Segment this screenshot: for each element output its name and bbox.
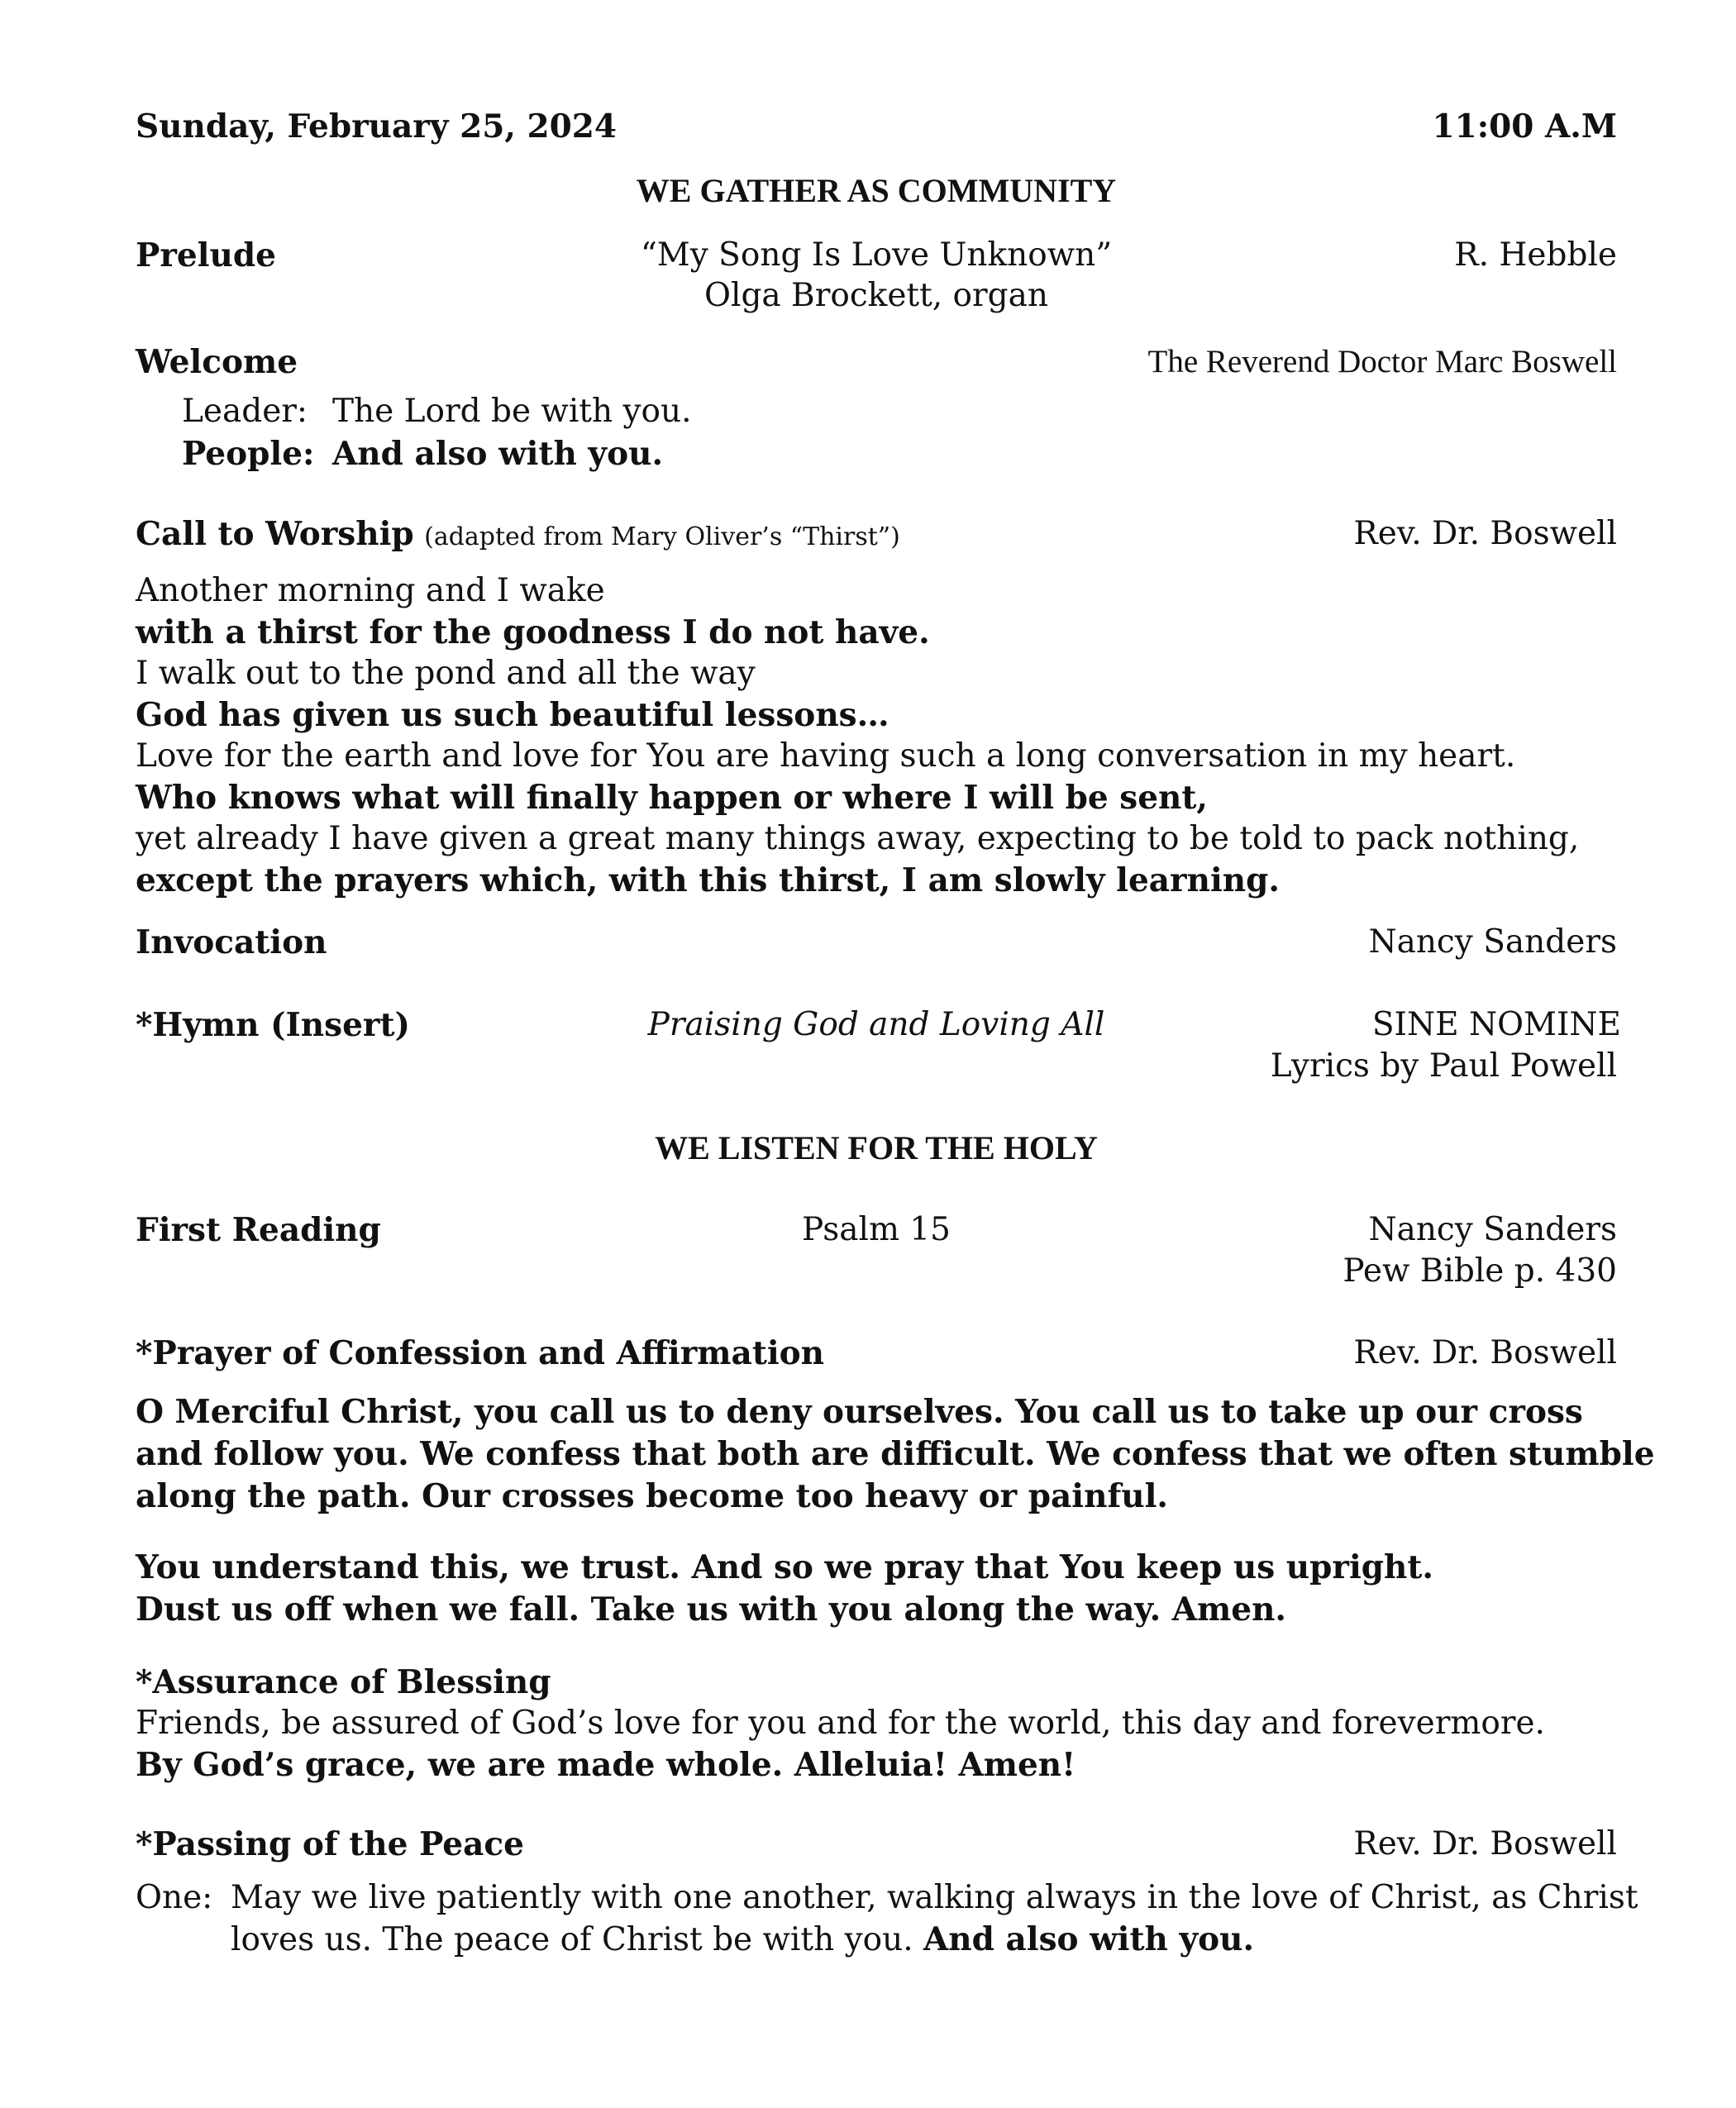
call-to-worship-row <box>136 513 1617 570</box>
first-reading-passage: Psalm 15 <box>802 1211 951 1248</box>
assurance-label: *Assurance of Blessing <box>136 1663 551 1701</box>
litany-line: Another morning and I wake <box>136 572 605 609</box>
welcome-label: Welcome <box>136 343 298 381</box>
confession-leader: Rev. Dr. Boswell <box>1353 1334 1617 1371</box>
litany-line: yet already I have given a great many things away, expecting to be told to pack nothing, <box>136 820 1580 857</box>
section-heading-listen: WE LISTEN FOR THE HOLY <box>655 1129 1098 1166</box>
peace-response: And also with you. <box>923 1920 1255 1958</box>
litany-line: with a thirst for the goodness I do not have. <box>136 613 930 651</box>
first-reading-page: Pew Bible p. 430 <box>1343 1252 1617 1290</box>
prelude-title: “My Song Is Love Unknown” <box>640 236 1113 274</box>
people-label: People: <box>182 435 315 473</box>
prelude-performer: Olga Brockett, organ <box>704 277 1048 314</box>
one-label: One: <box>136 1879 213 1916</box>
call-to-worship-note: (adapted from Mary Oliver’s “Thirst”) <box>424 522 900 551</box>
assurance-response: By God’s grace, we are made whole. Alleluia! Amen! <box>136 1746 1076 1784</box>
litany-line: God has given us such beautiful lessons… <box>136 696 889 734</box>
first-reading-reader: Nancy Sanders <box>1368 1211 1617 1248</box>
peace-leader: Rev. Dr. Boswell <box>1353 1825 1617 1862</box>
confession-line: You understand this, we trust. And so we pray that You keep us upright. <box>136 1548 1433 1586</box>
service-time: 11:00 A.M <box>1432 107 1617 145</box>
bulletin-page <box>136 106 1655 1960</box>
hymn-tune: SINE NOMINE <box>1371 1006 1621 1043</box>
confession-label: *Prayer of Confession and Affirmation <box>136 1334 825 1372</box>
assurance-line: Friends, be assured of God’s love for you and for the world, this day and forevermore. <box>136 1705 1545 1742</box>
prelude-composer: R. Hebble <box>1454 236 1617 274</box>
prelude-label: Prelude <box>136 236 276 274</box>
call-to-worship-leader: Rev. Dr. Boswell <box>1353 515 1617 552</box>
invocation-row <box>136 922 1617 1004</box>
leader-label: Leader: <box>182 393 308 430</box>
welcome-people-line <box>182 433 1617 513</box>
header-row <box>136 106 1617 169</box>
section-heading-gather: WE GATHER AS COMMUNITY <box>636 172 1117 209</box>
first-reading-page-row <box>136 1251 1617 1333</box>
litany-line: except the prayers which, with this thirst, I am slowly learning. <box>136 861 1280 899</box>
peace-line: loves us. The peace of Christ be with you. <box>231 1921 913 1958</box>
confession-row <box>136 1333 1617 1391</box>
welcome-row <box>136 341 1617 391</box>
peace-row <box>136 1824 1617 1877</box>
service-date: Sunday, February 25, 2024 <box>136 107 618 145</box>
welcome-leader: The Reverend Doctor Marc Boswell <box>1147 344 1617 379</box>
invocation-leader: Nancy Sanders <box>1368 923 1617 961</box>
litany-line: I walk out to the pond and all the way <box>136 655 756 692</box>
leader-line: The Lord be with you. <box>332 393 692 430</box>
hymn-row <box>136 1004 1621 1046</box>
confession-line: along the path. Our crosses become too heavy or painful. <box>136 1477 1168 1515</box>
litany-line: Love for the earth and love for You are having such a long conversation in my heart. <box>136 737 1516 775</box>
confession-line: Dust us off when we fall. Take us with you along the way. Amen. <box>136 1591 1287 1629</box>
peace-line: May we live patiently with one another, walking always in the love of Christ, as Christ <box>231 1879 1638 1916</box>
people-line: And also with you. <box>332 435 664 473</box>
peace-litany <box>136 1877 1638 1960</box>
hymn-label: *Hymn (Insert) <box>136 1006 410 1044</box>
hymn-title: Praising God and Loving All <box>647 1006 1105 1043</box>
litany-line: Who knows what will finally happen or where I will be sent, <box>136 779 1208 817</box>
hymn-lyrics-row <box>136 1046 1617 1127</box>
confession-line: and follow you. We confess that both are difficult. We confess that we often stumble <box>136 1435 1655 1473</box>
welcome-leader-line <box>182 391 1617 433</box>
prelude-row <box>136 235 1617 275</box>
first-reading-row <box>136 1209 1617 1251</box>
prelude-performer-row <box>136 275 1617 341</box>
hymn-lyrics: Lyrics by Paul Powell <box>1270 1047 1617 1085</box>
first-reading-label: First Reading <box>136 1211 381 1249</box>
call-to-worship-label: Call to Worship <box>136 515 414 553</box>
confession-line: O Merciful Christ, you call us to deny ourselves. You call us to take up our cross <box>136 1393 1583 1431</box>
invocation-label: Invocation <box>136 923 327 961</box>
peace-label: *Passing of the Peace <box>136 1825 524 1863</box>
